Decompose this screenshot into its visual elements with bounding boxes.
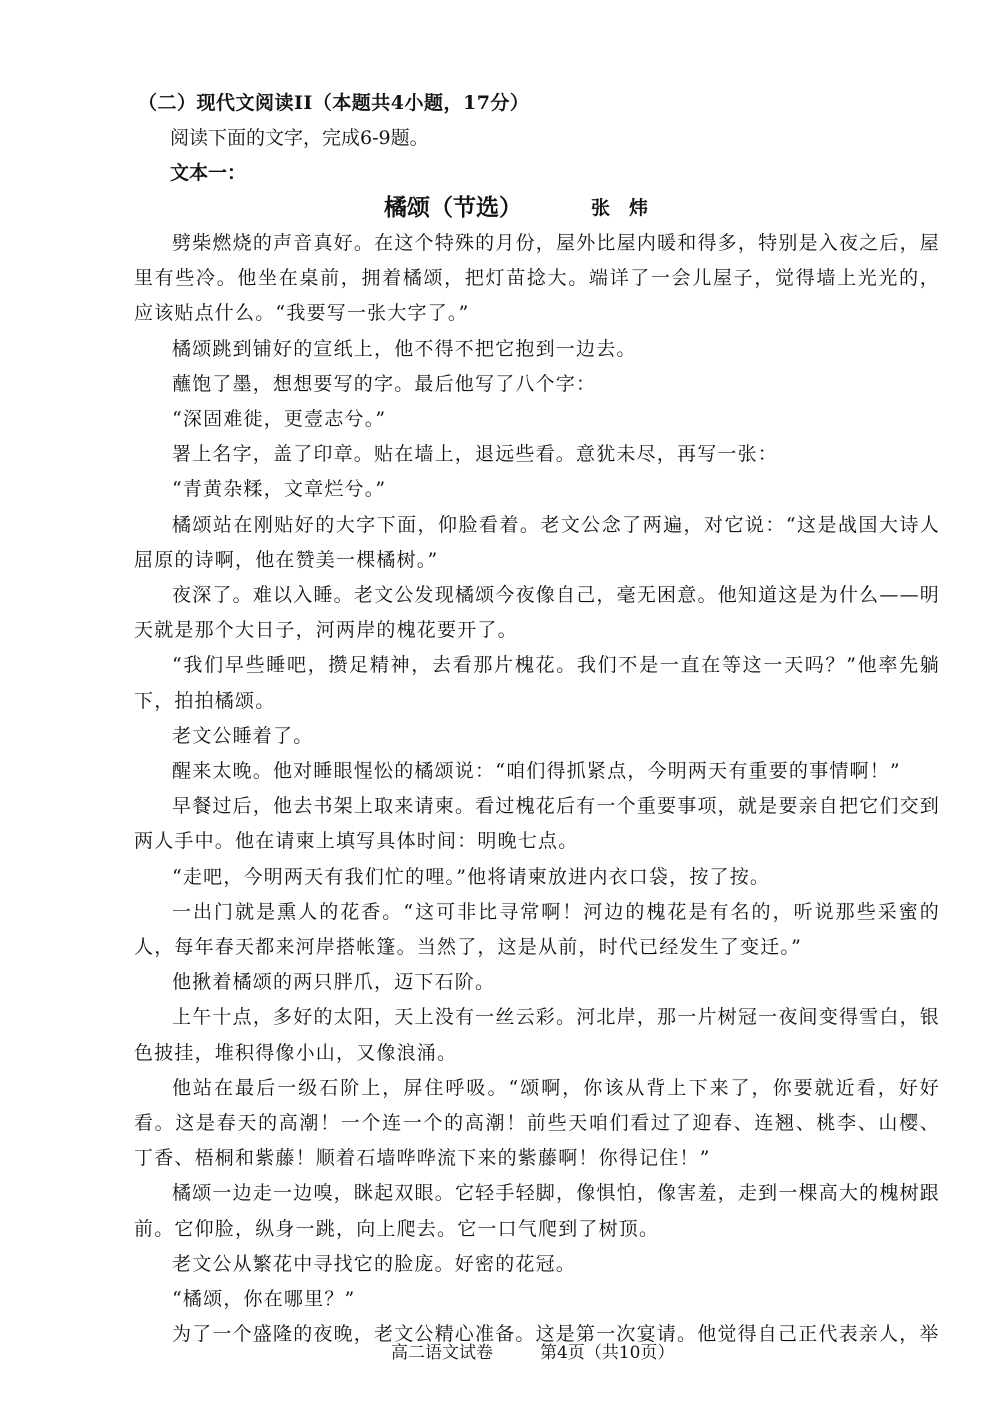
article-title: 橘颂（节选） [384,194,522,221]
article-author: 张炜 [591,197,668,219]
paragraph: 署上名字，盖了印章。贴在墙上，退远些看。意犹未尽，再写一张： [172,443,779,466]
paragraph: 一出门就是熏人的花香。“这可非比寻常啊！河边的槐花是有名的，听说那些采蜜的人，每年春天都来河岸搭帐篷。当然了，这是从前，时代已经发生了变迁。” [134,900,940,959]
paragraph: 老文公睡着了。 [172,724,314,747]
paragraph: “青黄杂糅，文章烂兮。” [172,478,387,501]
page-footer [0,1338,992,1364]
paragraph: 早餐过后，他去书架上取来请柬。看过槐花后有一个重要事项，就是要亲自把它们交到两人手中。他在请柬上填写具体时间：明晚七点。 [134,795,940,853]
paragraph: 劈柴燃烧的声音真好。在这个特殊的月份，屋外比屋内暖和得多，特别是入夜之后，屋里有些冷。他坐在桌前，拥着橘颂，把灯苗捻大。端详了一会儿屋子，觉得墙上光光的，应该贴点什么。“我要写一张大字了。” [134,232,940,325]
paragraph: 老文公从繁花中寻找它的脸庞。好密的花冠。 [172,1252,577,1275]
text-label: 文本一： [170,162,247,184]
paragraph: “走吧，今明两天有我们忙的哩。”他将请柬放进内衣口袋，按了按。 [172,865,771,888]
article-body [134,226,940,1353]
paragraph: “橘颂，你在哪里？” [172,1288,356,1311]
paragraph: 为了一个盛隆的夜晚，老文公精心准备。这是第一次宴请。他觉得自己正代表亲人，举 [172,1323,940,1346]
paragraph: 橘颂跳到铺好的宣纸上，他不得不把它抱到一边去。 [172,337,637,360]
paragraph: 上午十点，多好的太阳，天上没有一丝云彩。河北岸，那一片树冠一夜间变得雪白，银色披挂，堆积得像小山，又像浪涌。 [134,1006,940,1064]
paragraph: 橘颂一边走一边嗅，眯起双眼。它轻手轻脚，像惧怕，像害羞，走到一棵高大的槐树跟前。它仰脸，纵身一跳，向上爬去。它一口气爬到了树顶。 [134,1182,940,1240]
paragraph: 橘颂站在刚贴好的大字下面，仰脸看着。老文公念了两遍，对它说：“这是战国大诗人屈原的诗啊，他在赞美一棵橘树。” [134,513,940,571]
paragraph: 他站在最后一级石阶上，屏住呼吸。“颂啊，你该从背上下来了，你要就近看，好好看。这是春天的高潮！一个连一个的高潮！前些天咱们看过了迎春、连翘、桃李、山樱、丁香、梧桐和紫藤！顺着石墙哗哗流下来的紫藤啊！你得记住！” [134,1076,940,1170]
article-title-row [0,189,992,221]
footer-page-number: 第4页（共10页） [540,1343,675,1363]
paragraph: 醒来太晚。他对睡眼惺忪的橘颂说：“咱们得抓紧点，今明两天有重要的事情啊！” [172,760,901,783]
paragraph: 蘸饱了墨，想想要写的字。最后他写了八个字： [172,372,597,395]
section-heading: （二）现代文阅读II（本题共4小题，17分） [138,92,530,114]
paragraph: “我们早些睡吧，攒足精神，去看那片槐花。我们不是一直在等这一天吗？”他率先躺下，拍拍橘颂。 [134,654,940,712]
paragraph: “深固难徙，更壹志兮。” [172,408,387,431]
paragraph: 他揪着橘颂的两只胖爪，迈下石阶。 [172,971,496,994]
footer-course-name: 高二语文试卷 [391,1343,493,1363]
paragraph: 夜深了。难以入睡。老文公发现橘颂今夜像自己，毫无困意。他知道这是为什么——明天就是那个大日子，河两岸的槐花要开了。 [134,584,940,642]
reading-instruction: 阅读下面的文字，完成6-9题。 [170,127,429,149]
